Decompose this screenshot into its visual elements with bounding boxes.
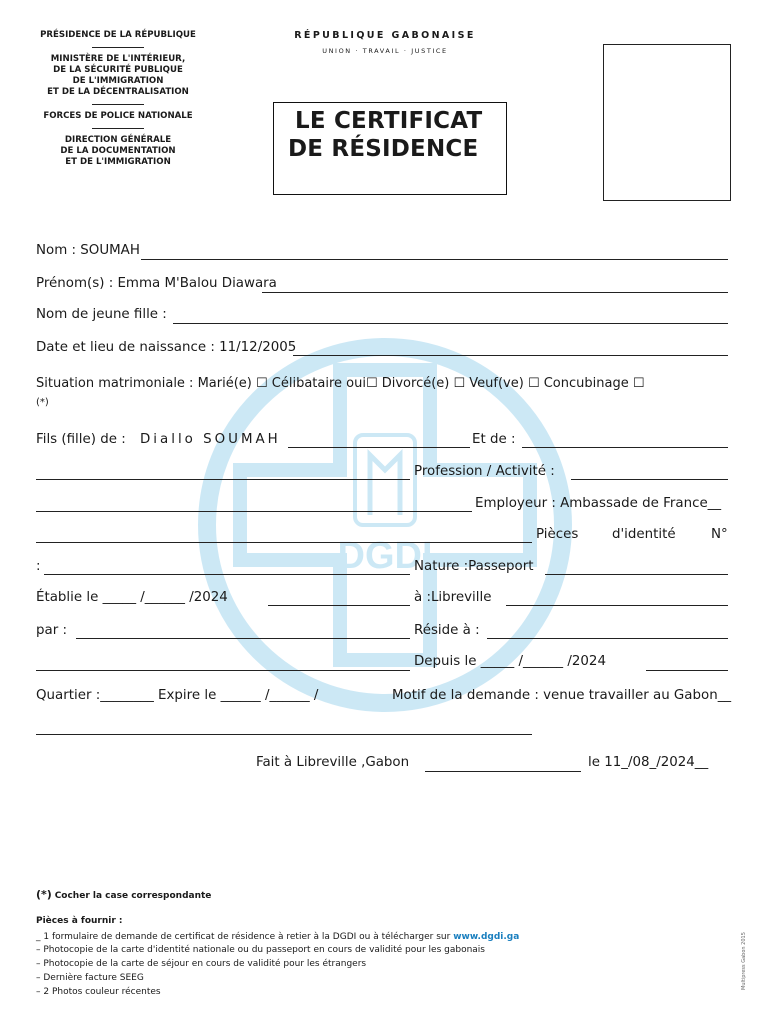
- nom-field: Nom : SOUMAH: [36, 243, 140, 258]
- mother-underline: [522, 447, 728, 448]
- divider: [92, 128, 144, 129]
- father-underline: [288, 447, 470, 448]
- id-colon: :: [36, 559, 41, 574]
- republic-label: RÉPUBLIQUE GABONAISE: [294, 30, 476, 41]
- residence-underline: [487, 638, 728, 639]
- issued-by-field: par :: [36, 623, 67, 638]
- birth-underline: [293, 355, 728, 356]
- divider: [92, 47, 144, 48]
- police-label: FORCES DE POLICE NATIONALE: [43, 111, 193, 121]
- profession-field: Profession / Activité :: [414, 464, 555, 479]
- done-at-underline: [425, 771, 581, 772]
- mother-label: Et de :: [472, 432, 516, 447]
- required-doc-3: – Photocopie de la carte de séjour en cours de validité pour les étrangers: [36, 959, 367, 969]
- note-star: (*): [36, 888, 52, 901]
- residence-field: Réside à :: [414, 623, 480, 638]
- presidence-label: PRÉSIDENCE DE LA RÉPUBLIQUE: [40, 30, 196, 40]
- id-number-underline: [44, 574, 410, 575]
- photo-box: [603, 44, 731, 201]
- id-nature-field: Nature :Passeport: [414, 559, 534, 574]
- line-underline: [36, 670, 410, 671]
- asterisk-note-ref: (*): [36, 397, 49, 408]
- issued-date-underline: [268, 605, 410, 606]
- watermark-cross: [240, 370, 530, 660]
- issued-by-underline: [76, 638, 410, 639]
- since-date-field: Depuis le _____ /______ /2024: [414, 654, 606, 669]
- watermark-text: DGDI: [337, 535, 433, 577]
- line-underline: [36, 511, 472, 512]
- watermark-emblem-mark: [370, 455, 400, 515]
- divider: [92, 104, 144, 105]
- line-underline: [36, 542, 532, 543]
- nom-underline: [141, 259, 728, 260]
- motto: UNION · TRAVAIL · JUSTICE: [322, 47, 448, 55]
- since-date-underline: [646, 670, 728, 671]
- required-doc-4: – Dernière facture SEEG: [36, 973, 144, 983]
- employer-field: Employeur : Ambassade de France__: [475, 496, 722, 511]
- line-underline: [36, 734, 532, 735]
- profession-underline: [571, 479, 728, 480]
- prenom-field: Prénom(s) : Emma M'Balou Diawara: [36, 276, 277, 291]
- father-value: Diallo SOUMAH: [140, 432, 281, 447]
- maiden-name-underline: [173, 323, 728, 324]
- documents-title: Pièces à fournir :: [36, 916, 123, 926]
- father-label: Fils (fille) de :: [36, 432, 126, 447]
- document-title-box: [273, 102, 507, 195]
- id-pieces-word3: N°: [711, 527, 728, 542]
- required-doc-5: – 2 Photos couleur récentes: [36, 987, 161, 997]
- quartier-expiry-field: Quartier :________ Expire le ______ /______ /: [36, 688, 319, 703]
- required-doc-1-text: _ 1 formulaire de demande de certificat de résidence à retier à la DGDI ou à télécharger sur: [36, 932, 451, 942]
- note-text: Cocher la case correspondante: [54, 891, 212, 901]
- id-nature-underline: [545, 574, 728, 575]
- request-reason-field: Motif de la demande : venue travailler au Gabon__: [392, 688, 732, 703]
- printer-credit: Multipress Gabon 2015: [741, 932, 747, 990]
- done-at-field: Fait à Libreville ,Gabon: [256, 755, 410, 770]
- maiden-name-field: Nom de jeune fille :: [36, 307, 167, 322]
- issued-place-underline: [506, 605, 728, 606]
- done-date-field: le 11_/08_/2024__: [588, 755, 709, 770]
- issuing-authority: [28, 30, 208, 168]
- line-underline: [36, 479, 410, 480]
- required-doc-2: – Photocopie de la carte d'identité nationale ou du passeport en cours de validité pour les gabonais: [36, 945, 485, 955]
- checkbox-note: [36, 888, 211, 901]
- direction-label: DIRECTION GÉNÉRALE DE LA DOCUMENTATION ET DE L'IMMIGRATION: [60, 135, 176, 167]
- issued-date-field: Établie le _____ /______ /2024: [36, 590, 228, 605]
- id-pieces-word2: d'identité: [612, 527, 676, 542]
- document-title-line1: LE CERTIFICAT: [295, 108, 483, 134]
- birth-field: Date et lieu de naissance : 11/12/2005: [36, 340, 297, 355]
- prenom-underline: [262, 292, 728, 293]
- document-title-line2: DE RÉSIDENCE: [288, 136, 479, 162]
- ministry-label: MINISTÈRE DE L'INTÉRIEUR, DE LA SÉCURITÉ PUBLIQUE DE L'IMMIGRATION ET DE LA DÉCENTRALISATION: [47, 54, 189, 97]
- dgdi-website-link[interactable]: www.dgdi.ga: [453, 932, 520, 942]
- required-doc-1: [36, 932, 519, 942]
- id-pieces-word1: Pièces: [536, 527, 579, 542]
- marital-status-field: Situation matrimoniale : Marié(e) ☐ Célibataire oui☐ Divorcé(e) ☐ Veuf(ve) ☐ Concubinage ☐: [36, 376, 645, 391]
- issued-place-field: à :Libreville: [414, 590, 492, 605]
